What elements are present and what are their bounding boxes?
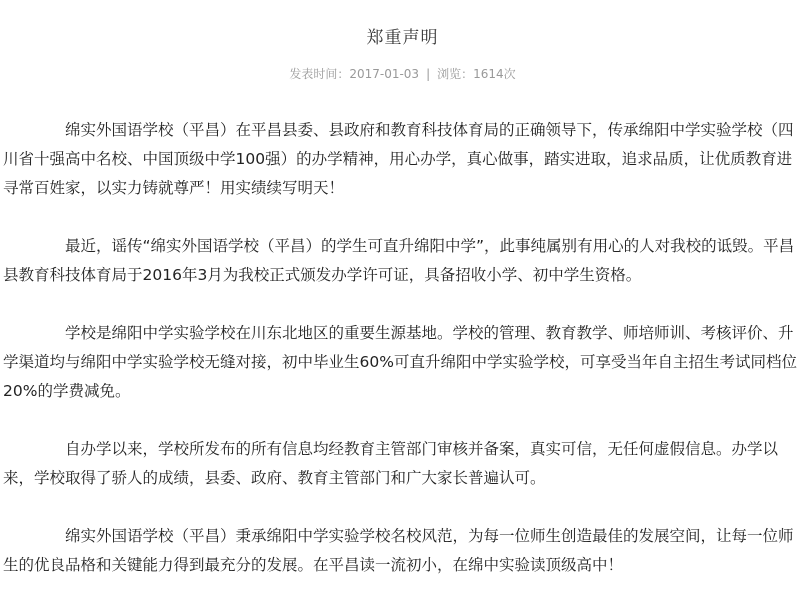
meta-separator: |: [426, 67, 431, 81]
paragraph-spacer: [3, 203, 804, 232]
article-title: 郑重声明: [366, 28, 439, 48]
paragraph-closing: 绵实外国语学校（平昌）秉承绵阳中学实验学校名校风范，为每一位师生创造最佳的发展空间，让每一位师生的优良品格和关键能力得到最充分的发展。在平昌读一流初小，在绵中实验读顶级高中！: [3, 527, 794, 574]
published-date: 2017-01-03: [349, 67, 420, 81]
views-count: 1614次: [473, 67, 516, 81]
paragraph-spacer: [3, 493, 804, 522]
paragraph-intro: 绵实外国语学校（平昌）在平昌县委、县政府和教育科技体育局的正确领导下，传承绵阳中学实验学校（四川省十强高中名校、中国顶级中学100强）的办学精神，用心办学，真心做事，踏实进取，追求品质，让优质教育进寻常百姓家，以实力铸就尊严！用实绩续写明天！: [3, 121, 794, 197]
paragraph-information-disclosure: 自办学以来，学校所发布的所有信息均经教育主管部门审核并备案，真实可信，无任何虚假信息。办学以来，学校取得了骄人的成绩，县委、政府、教育主管部门和广大家长普遍认可。: [3, 440, 779, 487]
published-label: 发表时间：: [289, 67, 350, 81]
paragraph-spacer: [3, 406, 804, 435]
paragraph-spacer: [3, 290, 804, 319]
article-body: [3, 116, 804, 580]
paragraph-school-relationship: 学校是绵阳中学实验学校在川东北地区的重要生源基地。学校的管理、教育教学、师培师训、考核评价、升学渠道均与绵阳中学实验学校无缝对接，初中毕业生60%可直升绵阳中学实验学校，可享受当年自主招生考试同档位20%的学费减免。: [3, 324, 797, 400]
article-meta: [0, 65, 805, 83]
paragraph-rumor-clarification: 最近，谣传“绵实外国语学校（平昌）的学生可直升绵阳中学”，此事纯属别有用心的人对我校的诋毁。平昌县教育科技体育局于2016年3月为我校正式颁发办学许可证，具备招收小学、初中学生资格。: [3, 237, 795, 284]
views-label: 浏览：: [437, 67, 474, 81]
